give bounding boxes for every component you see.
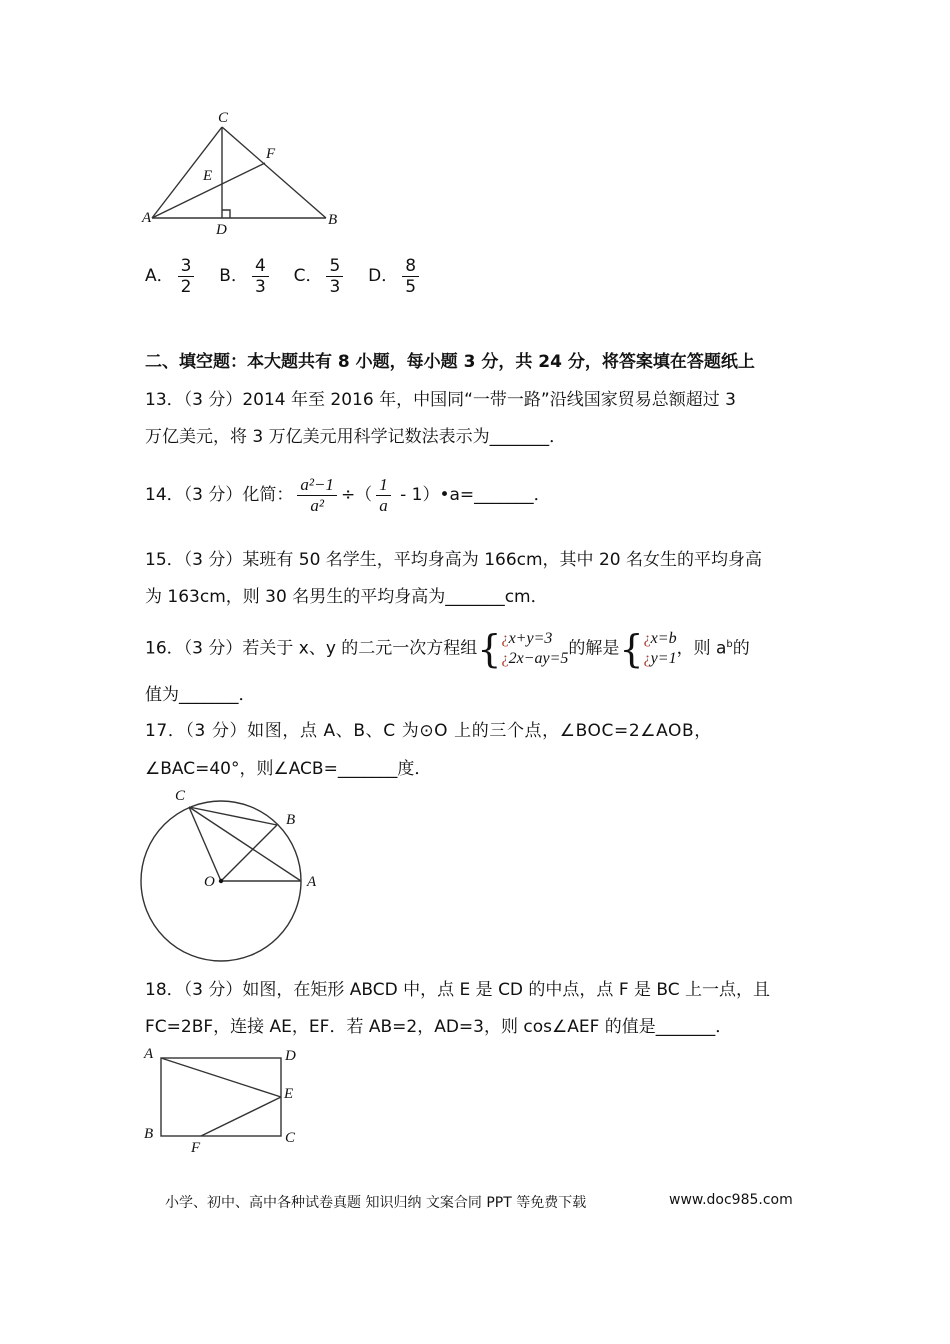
- q14: 14．（3 分）化简： $\frac{\text{a²−1}}{\text{a²}}$ ÷（ $\frac{1}{a}$ - 1）•a=_______．: [145, 474, 551, 515]
- label-b: B: [286, 812, 296, 828]
- segment-ae: [161, 1058, 281, 1097]
- label-b: B: [328, 212, 338, 228]
- right-angle-mark: [222, 210, 230, 218]
- option-c: C． $\frac{5}{3}$: [294, 266, 348, 286]
- triangle-figure: [140, 105, 360, 245]
- label-c: C: [285, 1130, 296, 1146]
- options-q12: [145, 255, 423, 297]
- q16-system-1: ¿x+y=3 ¿2x−ay=5: [501, 629, 569, 667]
- circle-figure: [135, 785, 325, 965]
- q16-system-2: ¿x=b ¿y=1: [643, 629, 677, 667]
- footer-text: 小学、初中、高中各种试卷真题 知识归纳 文案合同 PPT 等免费下载: [165, 1195, 587, 1211]
- label-o: O: [204, 874, 215, 890]
- rectangle-figure: [155, 1050, 295, 1145]
- label-f: F: [191, 1140, 201, 1156]
- q18-line1: 18．（3 分）如图，在矩形 ABCD 中，点 E 是 CD 的中点，点 F 是 BC 上一点，且: [145, 980, 771, 1000]
- segment-cb: [222, 127, 326, 218]
- q13-line2: 万亿美元，将 3 万亿美元用科学记数法表示为_______．: [145, 427, 567, 447]
- q15-line2: 为 163cm，则 30 名男生的平均身高为_______cm．: [145, 587, 548, 607]
- label-a: A: [142, 210, 152, 226]
- option-d: D． $\frac{8}{5}$: [368, 266, 423, 286]
- segment-fe: [201, 1097, 281, 1136]
- q13-line1: 13．（3 分）2014 年至 2016 年，中国同“一带一路”沿线国家贸易总额超过 3: [145, 390, 736, 410]
- q18-line2: FC=2BF，连接 AE，EF．若 AB=2，AD=3，则 cos∠AEF 的值是_______．: [145, 1017, 733, 1037]
- q14-fraction-1: $\frac{\text{a²−1}}{\text{a²}}$: [297, 475, 337, 516]
- q14-fraction-2: $\frac{1}{a}$: [376, 475, 391, 516]
- option-a: A． $\frac{3}{2}$: [145, 266, 198, 286]
- q17-line2: ∠BAC=40°，则∠ACB=_______度．: [145, 759, 432, 779]
- section-heading: 二、填空题：本大题共有 8 小题，每小题 3 分，共 24 分，将答案填在答题纸上: [145, 352, 755, 372]
- q16-line2: 值为_______．: [145, 685, 256, 705]
- label-e: E: [203, 168, 213, 184]
- label-a: A: [144, 1046, 154, 1062]
- label-f: F: [266, 146, 276, 162]
- q15-line1: 15．（3 分）某班有 50 名学生，平均身高为 166cm，其中 20 名女生的平均身高: [145, 550, 762, 570]
- label-c: C: [218, 110, 229, 126]
- center-dot: [219, 879, 223, 883]
- option-b: B． $\frac{4}{3}$: [219, 266, 273, 286]
- label-b: B: [144, 1126, 154, 1142]
- label-d: D: [216, 222, 227, 238]
- label-d: D: [285, 1048, 296, 1064]
- rectangle-abcd: [161, 1058, 281, 1136]
- q17-line1: 17．（3 分）如图，点 A、B、C 为⊙O 上的三个点，∠BOC=2∠AOB，: [145, 721, 712, 741]
- footer-link[interactable]: www.doc985.com: [669, 1192, 793, 1208]
- label-a: A: [307, 874, 317, 890]
- label-e: E: [284, 1086, 294, 1102]
- q16-line1: 16．（3 分）若关于 x、y 的二元一次方程组{¿x+y=3 ¿2x−ay=5的解是{¿x=b ¿y=1，则 $a^b$的: [145, 626, 750, 671]
- label-c: C: [175, 788, 186, 804]
